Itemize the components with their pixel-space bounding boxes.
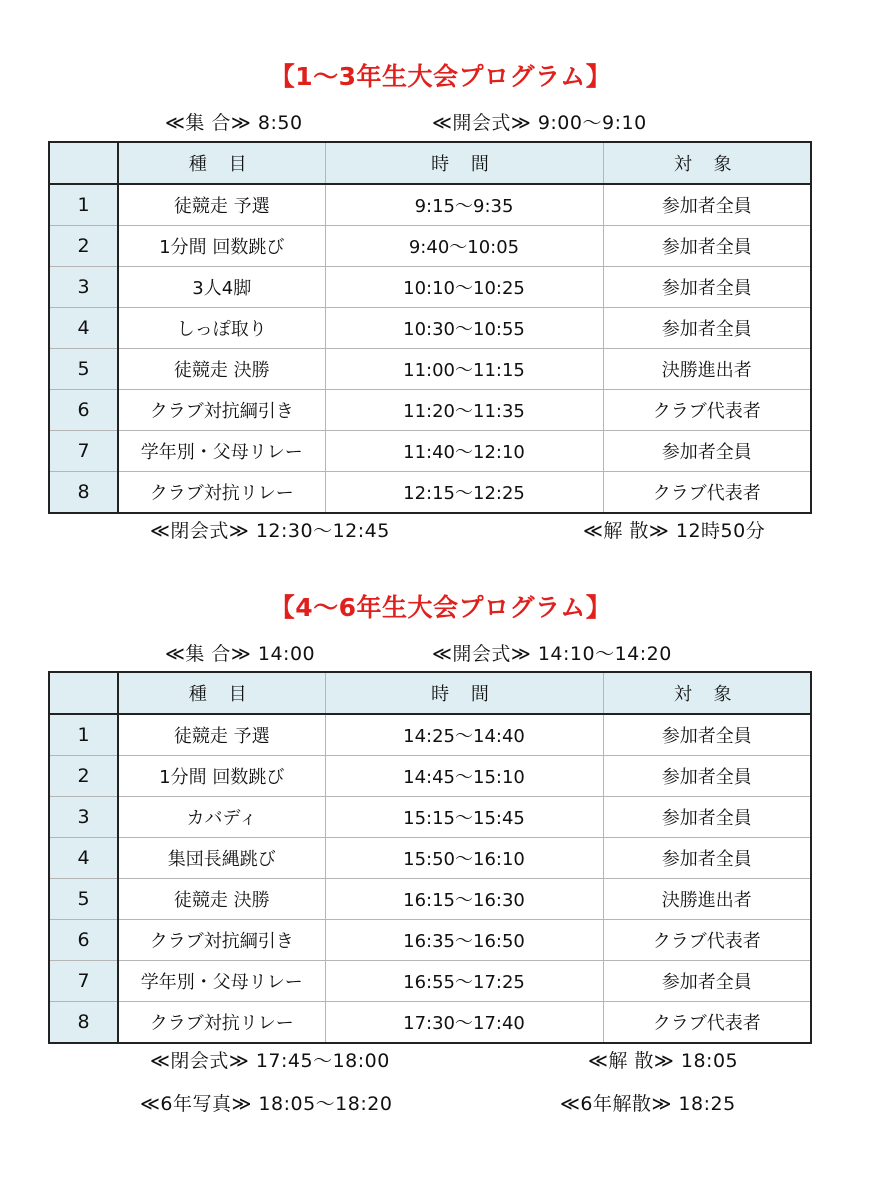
table-row bbox=[49, 920, 811, 961]
table-row bbox=[49, 226, 811, 267]
row-number: 6 bbox=[49, 920, 118, 961]
event-time: 10:10～10:25 bbox=[325, 267, 603, 308]
event-name: しっぽ取り bbox=[118, 308, 325, 349]
event-name: クラブ対抗綱引き bbox=[118, 390, 325, 431]
event-target: 参加者全員 bbox=[603, 714, 811, 756]
event-name: 集団長縄跳び bbox=[118, 838, 325, 879]
program2-dismissal: ≪解 散≫ 18:05 bbox=[588, 1050, 739, 1072]
event-name: 学年別・父母リレー bbox=[118, 431, 325, 472]
event-name: 徒競走 決勝 bbox=[118, 879, 325, 920]
event-time: 10:30～10:55 bbox=[325, 308, 603, 349]
event-target: 決勝進出者 bbox=[603, 349, 811, 390]
header-time: 時 間 bbox=[325, 672, 603, 714]
table-row bbox=[49, 797, 811, 838]
row-number: 3 bbox=[49, 797, 118, 838]
event-time: 15:50～16:10 bbox=[325, 838, 603, 879]
program2-rows bbox=[49, 714, 811, 1043]
table-row bbox=[49, 714, 811, 756]
event-time: 9:40～10:05 bbox=[325, 226, 603, 267]
program2-closing: ≪閉会式≫ 17:45～18:00 bbox=[150, 1050, 390, 1072]
event-target: クラブ代表者 bbox=[603, 390, 811, 431]
table-row bbox=[49, 961, 811, 1002]
program2-opening: ≪開会式≫ 14:10～14:20 bbox=[432, 643, 672, 665]
header-number bbox=[49, 672, 118, 714]
row-number: 1 bbox=[49, 184, 118, 226]
table-row bbox=[49, 184, 811, 226]
row-number: 3 bbox=[49, 267, 118, 308]
event-time: 16:15～16:30 bbox=[325, 879, 603, 920]
header-event: 種 目 bbox=[118, 142, 325, 184]
event-time: 15:15～15:45 bbox=[325, 797, 603, 838]
event-target: クラブ代表者 bbox=[603, 920, 811, 961]
event-name: クラブ対抗リレー bbox=[118, 472, 325, 514]
event-time: 14:45～15:10 bbox=[325, 756, 603, 797]
program1-opening: ≪開会式≫ 9:00～9:10 bbox=[432, 112, 647, 134]
table-row bbox=[49, 756, 811, 797]
event-name: 1分間 回数跳び bbox=[118, 756, 325, 797]
table-row bbox=[49, 1002, 811, 1044]
program1-rows bbox=[49, 184, 811, 513]
row-number: 2 bbox=[49, 756, 118, 797]
event-name: クラブ対抗綱引き bbox=[118, 920, 325, 961]
event-time: 9:15～9:35 bbox=[325, 184, 603, 226]
row-number: 8 bbox=[49, 472, 118, 514]
event-target: 参加者全員 bbox=[603, 267, 811, 308]
event-target: 参加者全員 bbox=[603, 226, 811, 267]
row-number: 7 bbox=[49, 431, 118, 472]
event-target: 参加者全員 bbox=[603, 961, 811, 1002]
event-target: 参加者全員 bbox=[603, 431, 811, 472]
event-target: クラブ代表者 bbox=[603, 472, 811, 514]
event-target: 参加者全員 bbox=[603, 756, 811, 797]
event-time: 11:20～11:35 bbox=[325, 390, 603, 431]
event-name: カバディ bbox=[118, 797, 325, 838]
program2-grade6-photo: ≪6年写真≫ 18:05～18:20 bbox=[140, 1093, 393, 1115]
table-row bbox=[49, 838, 811, 879]
program2-header-row bbox=[49, 672, 811, 714]
event-name: 徒競走 決勝 bbox=[118, 349, 325, 390]
event-name: 徒競走 予選 bbox=[118, 184, 325, 226]
event-time: 16:55～17:25 bbox=[325, 961, 603, 1002]
event-name: クラブ対抗リレー bbox=[118, 1002, 325, 1044]
program1-header-row bbox=[49, 142, 811, 184]
event-time: 17:30～17:40 bbox=[325, 1002, 603, 1044]
row-number: 5 bbox=[49, 349, 118, 390]
event-name: 1分間 回数跳び bbox=[118, 226, 325, 267]
event-name: 3人4脚 bbox=[118, 267, 325, 308]
event-target: 参加者全員 bbox=[603, 184, 811, 226]
program1-table bbox=[48, 141, 812, 514]
event-target: 参加者全員 bbox=[603, 838, 811, 879]
table-row bbox=[49, 267, 811, 308]
row-number: 6 bbox=[49, 390, 118, 431]
event-target: 決勝進出者 bbox=[603, 879, 811, 920]
row-number: 1 bbox=[49, 714, 118, 756]
row-number: 7 bbox=[49, 961, 118, 1002]
header-number bbox=[49, 142, 118, 184]
program1-dismissal: ≪解 散≫ 12時50分 bbox=[583, 520, 766, 542]
row-number: 4 bbox=[49, 308, 118, 349]
header-target: 対 象 bbox=[603, 142, 811, 184]
table-row bbox=[49, 390, 811, 431]
row-number: 2 bbox=[49, 226, 118, 267]
event-target: クラブ代表者 bbox=[603, 1002, 811, 1044]
program2-grade6-dismissal: ≪6年解散≫ 18:25 bbox=[560, 1093, 736, 1115]
event-time: 11:40～12:10 bbox=[325, 431, 603, 472]
event-target: 参加者全員 bbox=[603, 797, 811, 838]
header-target: 対 象 bbox=[603, 672, 811, 714]
event-name: 徒競走 予選 bbox=[118, 714, 325, 756]
event-time: 16:35～16:50 bbox=[325, 920, 603, 961]
event-target: 参加者全員 bbox=[603, 308, 811, 349]
row-number: 5 bbox=[49, 879, 118, 920]
program1-assembly: ≪集 合≫ 8:50 bbox=[165, 112, 303, 134]
event-time: 11:00～11:15 bbox=[325, 349, 603, 390]
event-time: 14:25～14:40 bbox=[325, 714, 603, 756]
row-number: 8 bbox=[49, 1002, 118, 1044]
program1-title: 【1～3年生大会プログラム】 bbox=[269, 62, 612, 91]
row-number: 4 bbox=[49, 838, 118, 879]
header-time: 時 間 bbox=[325, 142, 603, 184]
program2-title: 【4～6年生大会プログラム】 bbox=[269, 593, 612, 622]
header-event: 種 目 bbox=[118, 672, 325, 714]
event-time: 12:15～12:25 bbox=[325, 472, 603, 514]
program2-table bbox=[48, 671, 812, 1044]
table-row bbox=[49, 349, 811, 390]
program2-assembly: ≪集 合≫ 14:00 bbox=[165, 643, 316, 665]
table-row bbox=[49, 472, 811, 514]
table-row bbox=[49, 879, 811, 920]
table-row bbox=[49, 308, 811, 349]
table-row bbox=[49, 431, 811, 472]
event-name: 学年別・父母リレー bbox=[118, 961, 325, 1002]
program1-closing: ≪閉会式≫ 12:30～12:45 bbox=[150, 520, 390, 542]
